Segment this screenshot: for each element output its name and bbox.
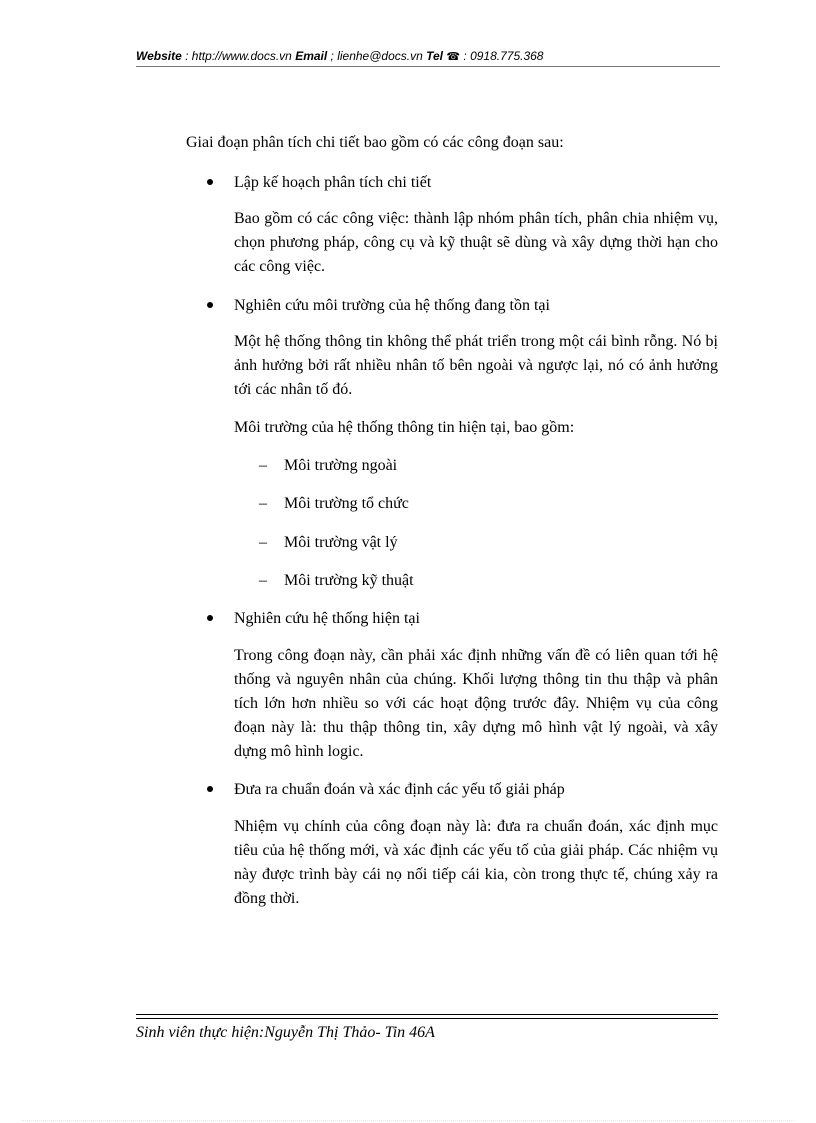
bullet-dot <box>207 615 213 621</box>
footer-divider <box>136 1018 718 1019</box>
dash-marker: – <box>259 534 267 551</box>
header-divider <box>136 66 720 67</box>
dash-item-text: Môi trường vật lý <box>284 534 398 551</box>
bullet-dot <box>207 786 213 792</box>
dash-marker: – <box>259 572 267 589</box>
page-header <box>136 48 720 65</box>
email-label: Email <box>295 49 328 63</box>
dash-marker: – <box>259 495 267 512</box>
website-label: Website <box>136 49 182 63</box>
page-edge-dots <box>22 1120 794 1121</box>
phone-icon: ☎ <box>446 51 461 63</box>
tel-value: : 0918.775.368 <box>460 49 544 63</box>
bullet-dot <box>207 179 213 185</box>
bullet-dot <box>207 302 213 308</box>
bullet-title: Đưa ra chuẩn đoán và xác định các yếu tố giải pháp <box>234 781 565 798</box>
section-paragraph: Một hệ thống thông tin không thể phát triển trong một cái bình rỗng. Nó bị ảnh hưởng bởi rất nhiều nhân tố bên ngoài và ngược lại, nó có ảnh hưởng tới các nhân tố đó. <box>234 333 718 398</box>
section-paragraph: Bao gồm có các công việc: thành lập nhóm phân tích, phân chia nhiệm vụ, chọn phương pháp, công cụ và kỹ thuật sẽ dùng và xây dựng thời hạn cho các công việc. <box>234 210 718 275</box>
bullet-title: Nghiên cứu môi trường của hệ thống đang tồn tại <box>234 297 550 314</box>
website-value: : http://www.docs.vn <box>181 49 296 63</box>
section-paragraph: Môi trường của hệ thống thông tin hiện tại, bao gồm: <box>234 419 575 436</box>
section-paragraph: Nhiệm vụ chính của công đoạn này là: đưa ra chuẩn đoán, xác định mục tiêu của hệ thống mới, và xác định các yếu tố của giải pháp. Các nhiệm vụ này được trình bày cái nọ nối tiếp cái kia, còn trong thực tế, chúng xảy ra đồng thời. <box>234 818 718 907</box>
footer-divider <box>136 1014 718 1015</box>
dash-item-text: Môi trường kỹ thuật <box>284 572 414 589</box>
dash-marker: – <box>259 457 267 474</box>
bullet-title: Lập kế hoạch phân tích chi tiết <box>234 174 432 191</box>
section-paragraph: Trong công đoạn này, cần phải xác định những vấn đề có liên quan tới hệ thống và nguyên nhân của chúng. Khối lượng thông tin thu thập và phân tích lớn hơn nhiều so với các hoạt động trước đây. Nhiệm vụ của công đoạn này là: thu thập thông tin, xây dựng mô hình vật lý ngoài, và xây dựng mô hình logic. <box>234 647 718 760</box>
page-footer: Sinh viên thực hiện:Nguyễn Thị Thảo- Tin 46A <box>136 1024 435 1041</box>
bullet-title: Nghiên cứu hệ thống hiện tại <box>234 610 420 627</box>
dash-item-text: Môi trường ngoài <box>284 457 398 474</box>
tel-label: Tel <box>426 49 444 63</box>
intro-paragraph: Giai đoạn phân tích chi tiết bao gồm có các công đoạn sau: <box>186 134 564 151</box>
dash-item-text: Môi trường tổ chức <box>284 495 409 512</box>
email-value: ; lienhe@docs.vn <box>327 49 427 63</box>
